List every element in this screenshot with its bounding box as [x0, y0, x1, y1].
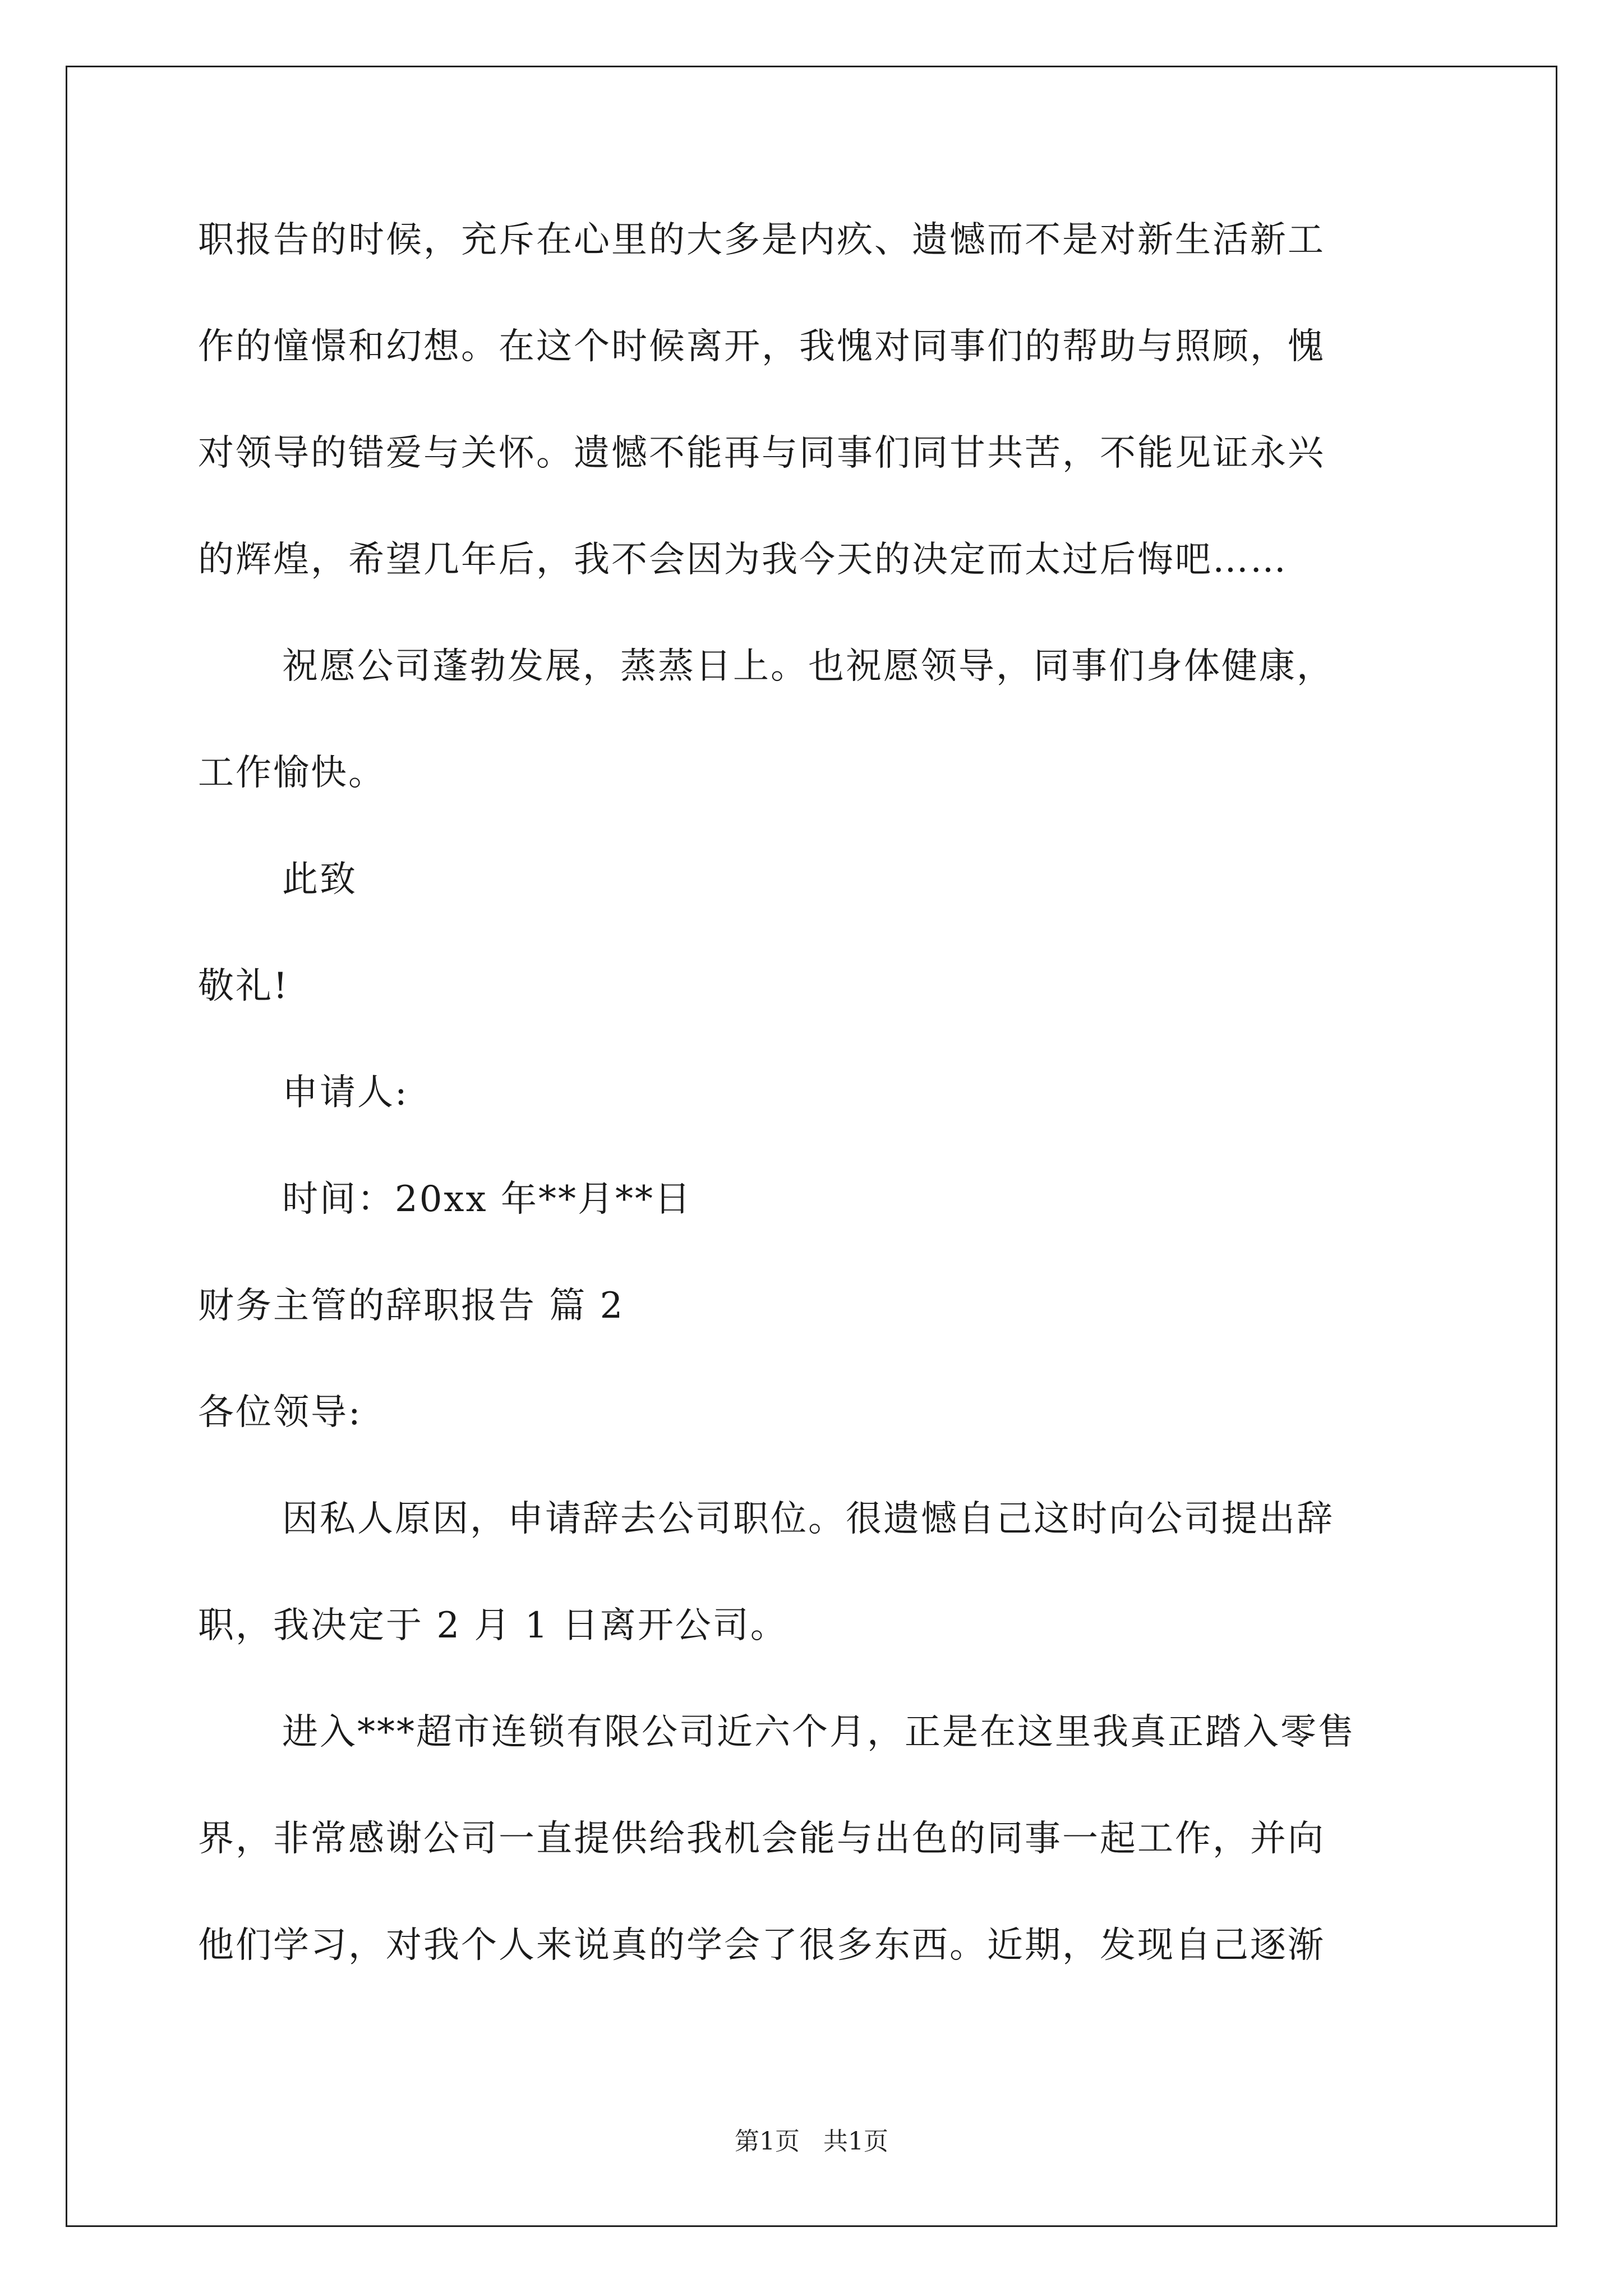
- paragraph-line: 的辉煌，希望几年后，我不会因为我今天的决定而太过后悔吧……: [198, 539, 1288, 581]
- paragraph-line: 界，非常感谢公司一直提供给我机会能与出色的同事一起工作，并向: [198, 1818, 1325, 1860]
- closing-respect: 敬礼!: [198, 965, 289, 1007]
- paragraph-line: 工作愉快。: [198, 752, 386, 794]
- paragraph-line: 职报告的时候，充斥在心里的大多是内疚、遗憾而不是对新生活新工: [198, 219, 1325, 261]
- page-footer: [0, 2126, 1623, 2157]
- greeting: 各位领导:: [198, 1392, 362, 1433]
- page-total: 共1页: [823, 2127, 888, 2156]
- paragraph-line: 他们学习，对我个人来说真的学会了很多东西。近期，发现自己逐渐: [198, 1925, 1325, 1966]
- paragraph-line: 作的憧憬和幻想。在这个时候离开，我愧对同事们的帮助与照顾，愧: [198, 326, 1325, 367]
- page-border: [66, 66, 1557, 2227]
- applicant-label: 申请人:: [282, 1072, 409, 1114]
- paragraph-line: 祝愿公司蓬勃发展，蒸蒸日上。也祝愿领导，同事们身体健康，: [282, 646, 1334, 687]
- paragraph-line: 进入***超市连锁有限公司近六个月，正是在这里我真正踏入零售: [282, 1711, 1355, 1753]
- closing-salutation: 此致: [282, 859, 357, 900]
- paragraph-line: 职，我决定于 2 月 1 日离开公司。: [198, 1605, 788, 1646]
- section-title: 财务主管的辞职报告 篇 2: [198, 1285, 625, 1327]
- paragraph-line: 因私人原因，申请辞去公司职位。很遗憾自己这时向公司提出辞: [282, 1498, 1334, 1540]
- paragraph-line: 对领导的错爱与关怀。遗憾不能再与同事们同甘共苦，不能见证永兴: [198, 432, 1325, 474]
- page-number: 第1页: [735, 2127, 800, 2156]
- date-line: 时间：20xx 年**月**日: [282, 1179, 692, 1220]
